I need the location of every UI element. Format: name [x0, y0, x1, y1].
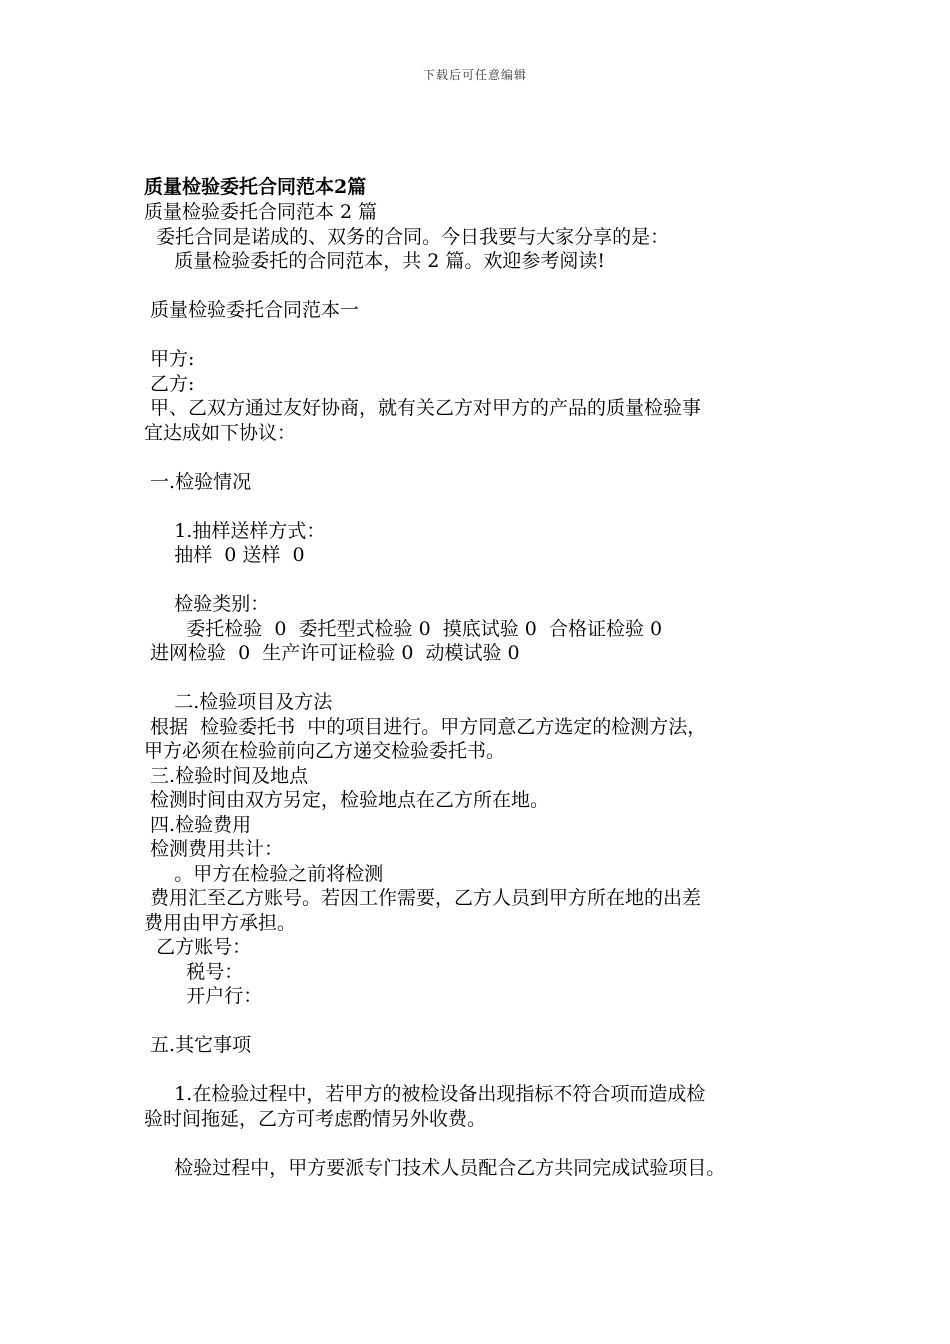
text-line: 检验过程中，甲方要派专门技术人员配合乙方共同完成试验项目。	[144, 1156, 726, 1179]
blank-line	[144, 445, 824, 470]
text-line: 甲方:	[144, 348, 195, 370]
text-line: 乙方账号：	[144, 936, 252, 958]
text-line: 检测费用共计：	[144, 838, 284, 860]
text-line: 税号：	[144, 960, 244, 983]
blank-line	[144, 568, 824, 593]
text-line: 1.抽样送样方式：	[144, 519, 326, 542]
text-line: 质量检验委托合同范本一	[144, 299, 360, 321]
blank-line	[144, 666, 824, 691]
text-line: 费用汇至乙方账号。若因工作需要，乙方人员到甲方所在地的出差	[144, 887, 702, 909]
blank-line	[144, 494, 824, 519]
text-line: 二.检验项目及方法	[144, 691, 333, 713]
text-line: 质量检验委托合同范本 2 篇	[144, 201, 378, 223]
text-line: 。甲方在检验之前将检测	[144, 862, 384, 885]
document-lines	[144, 200, 824, 1180]
text-line: 甲、乙双方通过友好协商，就有关乙方对甲方的产品的质量检验事	[144, 397, 702, 419]
text-line: 进网检验 0 生产许可证检验 0 动模试验 0	[144, 642, 520, 664]
text-line: 甲方必须在检验前向乙方递交检验委托书。	[144, 740, 506, 762]
text-line: 宜达成如下协议：	[144, 421, 297, 444]
text-line: 抽样 0 送样 0	[144, 544, 305, 566]
text-line: 验时间拖延，乙方可考虑酌情另外收费。	[144, 1107, 487, 1130]
text-line: 一.检验情况	[144, 470, 252, 493]
text-line: 三.检验时间及地点	[144, 764, 309, 787]
page-header-note: 下载后可任意编辑	[422, 68, 527, 82]
text-line: 乙方:	[144, 372, 195, 395]
blank-line	[144, 274, 824, 299]
blank-line	[144, 1058, 824, 1083]
text-line: 1.在检验过程中，若甲方的被检设备出现指标不符合项而造成检	[144, 1083, 706, 1105]
text-line: 检测时间由双方另定，检验地点在乙方所在地。	[144, 789, 550, 811]
text-line: 开户行：	[144, 985, 263, 1007]
text-line: 质量检验委托的合同范本，共 2 篇。欢迎参考阅读!	[144, 250, 606, 272]
blank-line	[144, 1131, 824, 1156]
text-line: 根据 检验委托书 中的项目进行。甲方同意乙方选定的检测方法，	[144, 715, 707, 738]
text-line: 检验类别：	[144, 593, 270, 615]
text-line: 委托合同是诺成的、双务的合同。今日我要与大家分享的是：	[144, 225, 670, 248]
blank-line	[144, 323, 824, 348]
text-line: 费用由甲方承担。	[144, 911, 297, 934]
text-line: 四.检验费用	[144, 813, 252, 836]
text-line: 委托检验 0 委托型式检验 0 摸底试验 0 合格证检验 0	[144, 617, 663, 640]
document-body	[144, 174, 824, 1180]
document-title: 质量检验委托合同范本2篇	[144, 176, 367, 198]
text-line: 五.其它事项	[144, 1034, 252, 1056]
blank-line	[144, 1009, 824, 1034]
